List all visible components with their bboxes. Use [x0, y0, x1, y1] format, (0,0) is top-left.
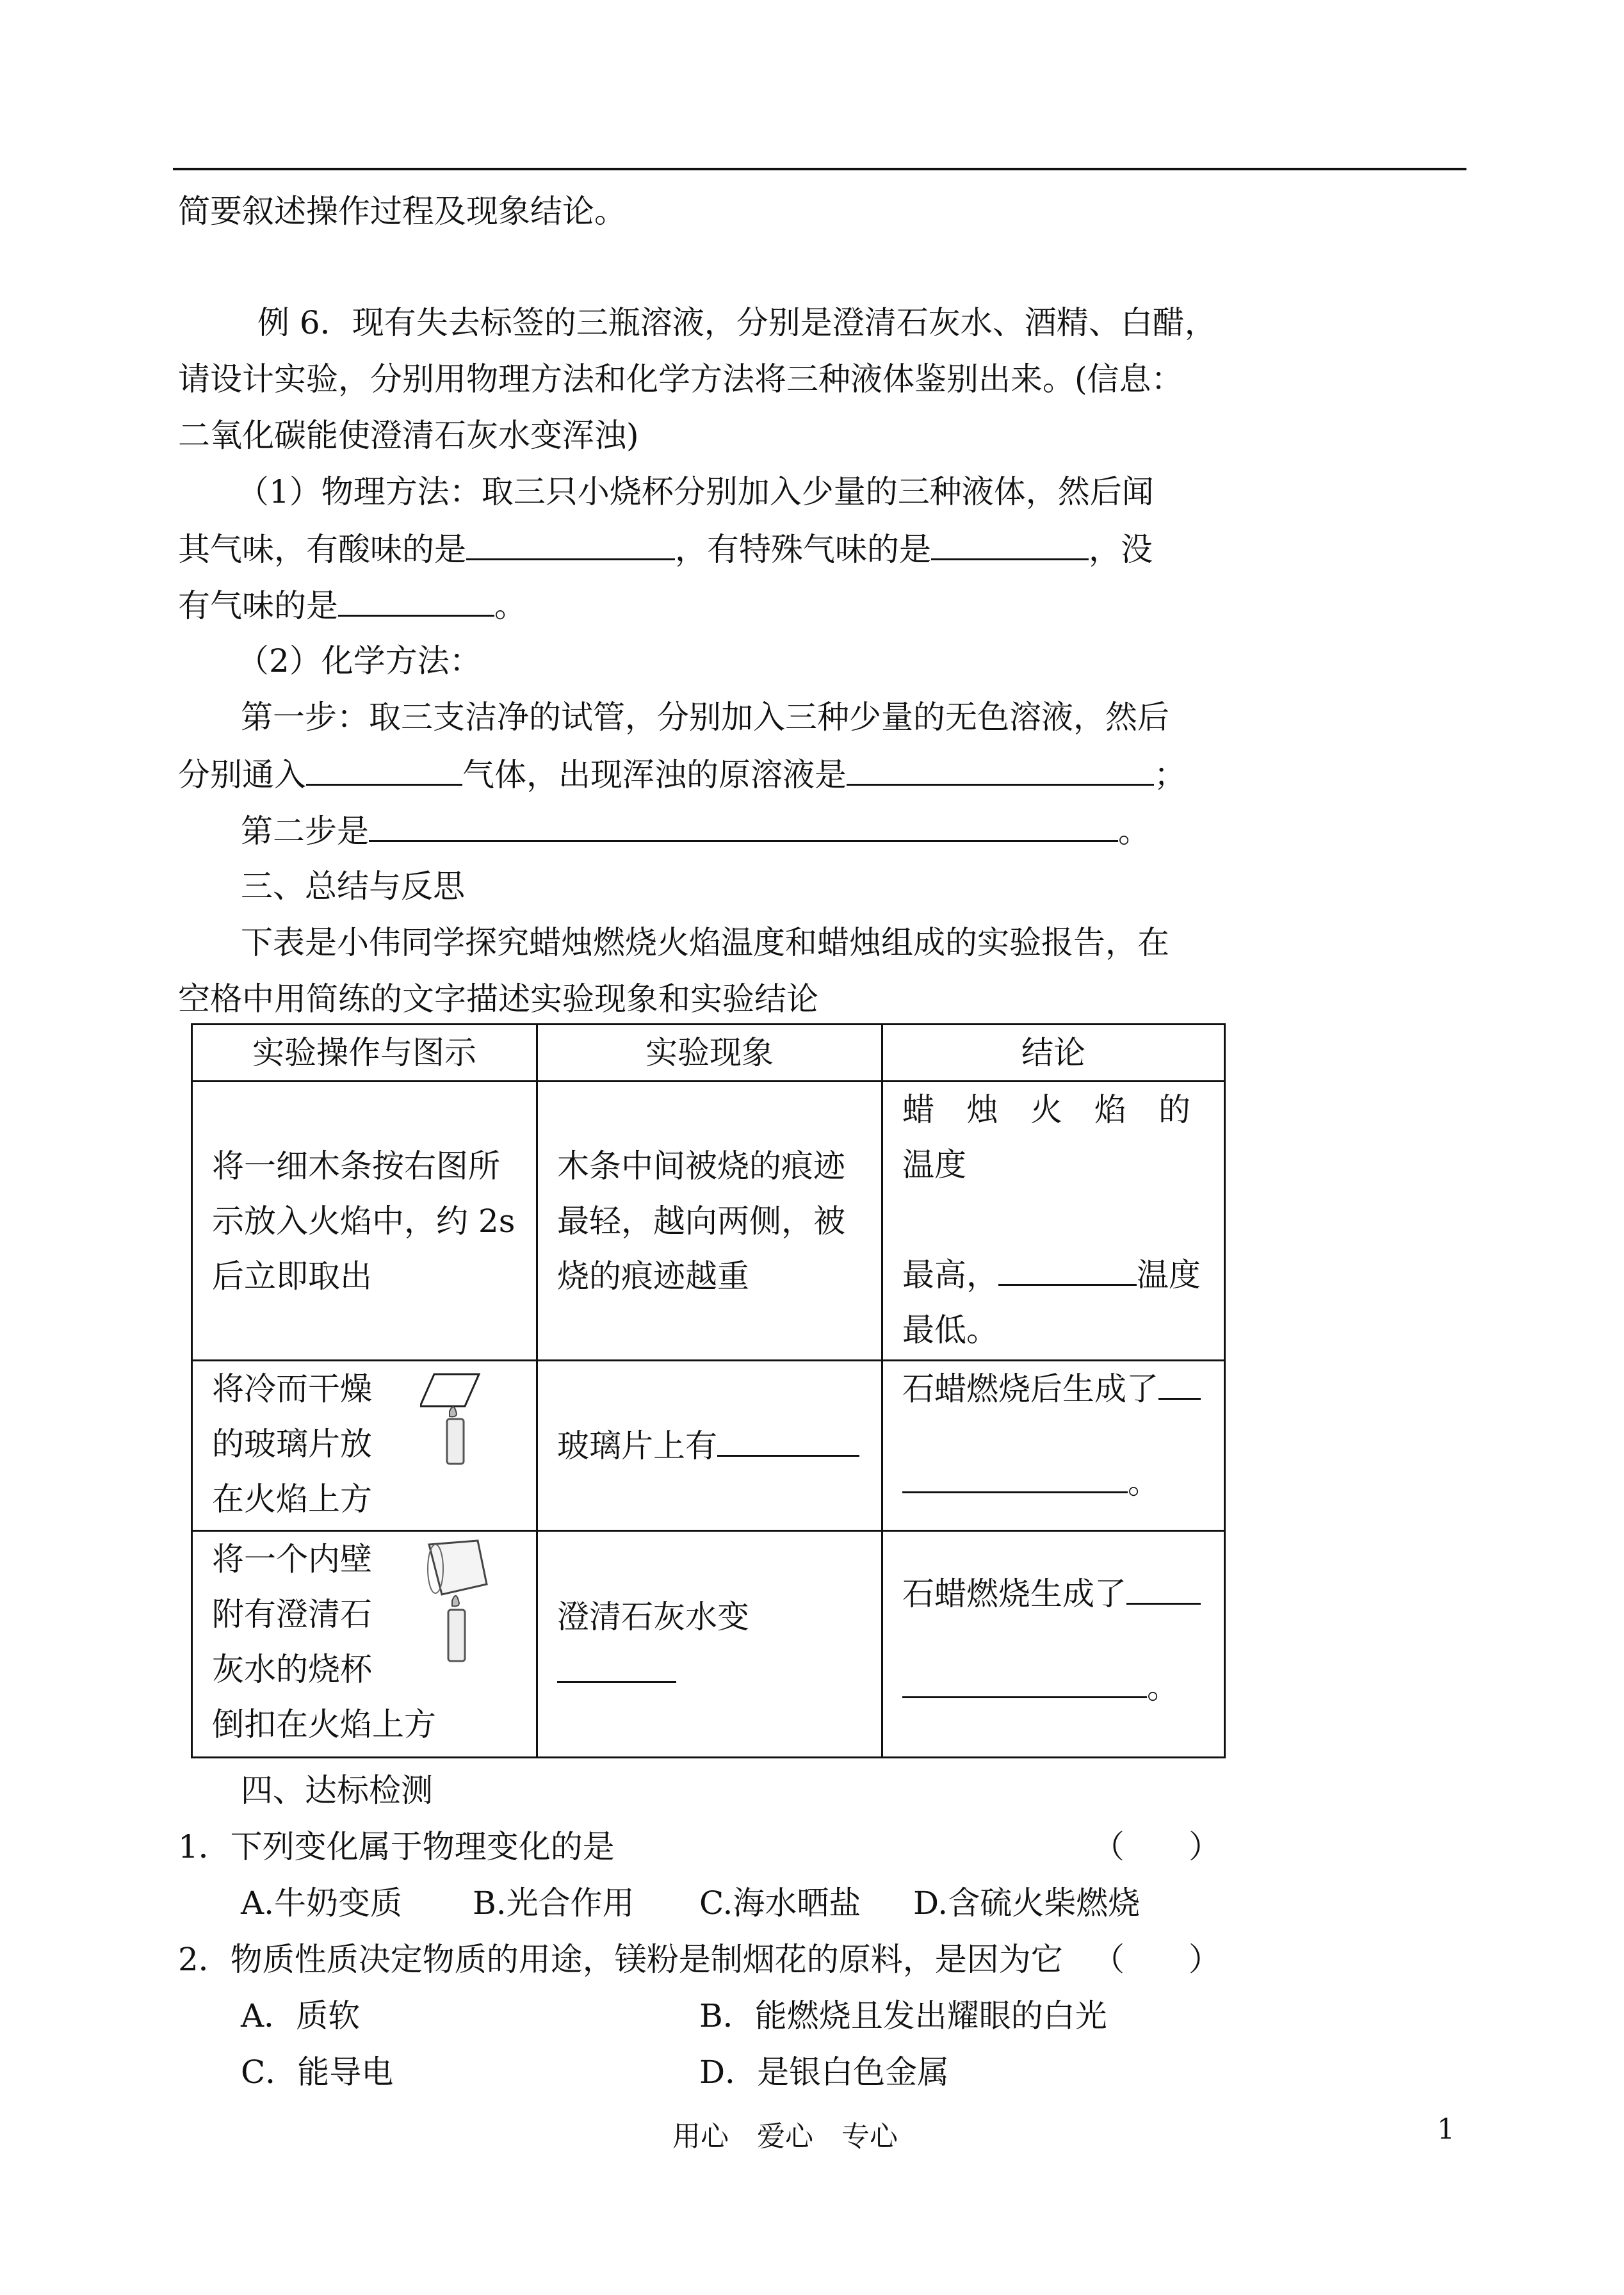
table-header-row	[192, 1025, 1225, 1082]
blank-flame-part[interactable]	[998, 1254, 1137, 1286]
chemical-step1-line1: 第一步：取三支洁净的试管，分别加入三种少量的无色溶液，然后	[241, 699, 1169, 736]
inverted-beaker-candle-icon	[420, 1539, 497, 1667]
q1-option-a[interactable]: A.牛奶变质	[241, 1885, 403, 1922]
step2-prefix: 第二步是	[241, 813, 369, 850]
row2-concl-text: 石蜡燃烧后生成了	[902, 1370, 1158, 1407]
physical-sour-prefix: 其气味，有酸味的是	[178, 531, 466, 568]
period: 。	[494, 587, 526, 624]
physical-method-line3	[178, 585, 526, 625]
chemical-method-title: （2）化学方法：	[237, 642, 482, 679]
header-rule	[173, 168, 1466, 170]
header-phenomenon: 实验现象	[537, 1025, 882, 1082]
blank-turbid-solution[interactable]	[847, 754, 1154, 786]
blank-special-smell[interactable]	[931, 529, 1089, 560]
example6-line3: 二氧化碳能使澄清石灰水变浑浊)	[178, 417, 639, 454]
blank-limewater-change[interactable]	[557, 1651, 676, 1683]
row3-concl-line1	[902, 1566, 1205, 1621]
physical-tail: ，没	[1089, 531, 1153, 568]
chemical-step1-line2	[178, 754, 1186, 794]
row1-concl-line: 最低。	[902, 1311, 998, 1349]
example6-line1: 例 6．现有失去标签的三瓶溶液，分别是澄清石灰水、酒精、白醋，	[257, 304, 1217, 341]
row1-phenomenon	[537, 1082, 882, 1361]
blank-gas[interactable]	[306, 754, 462, 786]
intro-line: 简要叙述操作过程及现象结论。	[178, 193, 626, 230]
row1-concl-line: 温度	[902, 1146, 966, 1183]
glass-plate-candle-icon	[420, 1366, 497, 1469]
header-conclusion: 结论	[882, 1025, 1225, 1082]
chemical-step2-line	[241, 811, 1150, 850]
table-row	[192, 1531, 1225, 1758]
row2-concl-line1	[902, 1361, 1205, 1416]
row1-phen-line: 烧的痕迹越重	[557, 1258, 749, 1295]
row3-concl-text: 石蜡燃烧生成了	[902, 1575, 1126, 1612]
q1-option-b[interactable]: B.光合作用	[473, 1885, 635, 1922]
row3-op-line: 灰水的烧杯	[212, 1651, 372, 1688]
row3-phenomenon	[537, 1531, 882, 1758]
row1-phen-line: 木条中间被烧的痕迹	[557, 1148, 845, 1185]
q2-option-b[interactable]: B．能燃烧且发出耀眼的白光	[699, 1997, 1107, 2034]
row2-conclusion	[882, 1361, 1225, 1531]
blank-step2[interactable]	[369, 811, 1118, 842]
row3-operation	[192, 1531, 537, 1758]
page-number: 1	[1437, 2113, 1455, 2146]
q2-option-c[interactable]: C．能导电	[241, 2054, 394, 2091]
table-row	[192, 1361, 1225, 1531]
semicolon: ；	[1154, 756, 1186, 793]
spacer	[902, 1621, 1205, 1660]
row3-op-line: 倒扣在火焰上方	[212, 1706, 436, 1743]
step1-gas-prefix: 分别通入	[178, 756, 306, 793]
row3-phen-text: 澄清石灰水变	[557, 1598, 749, 1635]
row2-op-line: 在火焰上方	[212, 1480, 372, 1518]
example6-line2: 请设计实验，分别用物理方法和化学方法将三种液体鉴别出来。(信息：	[178, 361, 1183, 398]
q2-stem: 2．物质性质决定物质的用途，镁粉是制烟花的原料，是因为它	[178, 1941, 1063, 1978]
row2-phenomenon	[537, 1361, 882, 1531]
row3-op-line: 将一个内壁	[212, 1541, 372, 1578]
blank-no-smell[interactable]	[338, 585, 494, 617]
section4-heading: 四、达标检测	[241, 1772, 433, 1809]
row1-op-line: 示放入火焰中，约 2s	[212, 1203, 516, 1240]
spacer	[902, 1416, 1205, 1455]
blank-product-a[interactable]	[1158, 1368, 1201, 1400]
q1-option-d[interactable]: D.含硫火柴燃烧	[913, 1885, 1141, 1922]
period: 。	[1147, 1669, 1179, 1706]
row1-concl-line: 蜡 烛 火 焰 的	[902, 1091, 1190, 1128]
blank-product-b-cont[interactable]	[902, 1667, 1147, 1698]
section3-heading: 三、总结与反思	[241, 868, 465, 905]
temp-label: 温度	[1137, 1256, 1201, 1293]
row3-op-line: 附有澄清石	[212, 1596, 372, 1633]
row2-op-line: 将冷而干燥	[212, 1370, 372, 1407]
physical-nosmell-prefix: 有气味的是	[178, 587, 338, 624]
q2-option-a[interactable]: A．质软	[241, 1997, 361, 2034]
row1-op-line: 将一细木条按右图所	[212, 1148, 500, 1185]
step1-turbid-prefix: 气体，出现浑浊的原溶液是	[462, 756, 847, 793]
q1-answer-bracket[interactable]: （ ）	[1092, 1828, 1221, 1865]
footer-motto: 用心 爱心 专心	[672, 2120, 898, 2153]
period: 。	[1128, 1464, 1160, 1501]
experiment-report-table	[191, 1023, 1226, 1758]
physical-method-line2	[178, 529, 1153, 569]
section3-para-line2: 空格中用简练的文字描述实验现象和实验结论	[178, 980, 818, 1018]
row3-conclusion	[882, 1531, 1225, 1758]
blank-product-a-cont[interactable]	[902, 1462, 1128, 1493]
physical-method-line1: （1）物理方法：取三只小烧杯分别加入少量的三种液体，然后闻	[237, 473, 1154, 510]
spacer	[902, 1192, 1205, 1247]
period: 。	[1118, 813, 1150, 850]
q2-answer-bracket[interactable]: （ ）	[1092, 1941, 1221, 1978]
blank-glass-observation[interactable]	[717, 1425, 859, 1457]
q2-option-d[interactable]: D．是银白色金属	[699, 2054, 950, 2091]
row2-operation	[192, 1361, 537, 1531]
row1-operation	[192, 1082, 537, 1361]
row2-op-line: 的玻璃片放	[212, 1425, 372, 1463]
row2-concl-line2	[902, 1455, 1205, 1510]
table-row	[192, 1082, 1225, 1361]
physical-special-prefix: ，有特殊气味的是	[675, 531, 931, 568]
row1-phen-line: 最轻，越向两侧，被	[557, 1203, 845, 1240]
row1-op-line: 后立即取出	[212, 1258, 372, 1295]
row1-concl-line3	[902, 1247, 1205, 1302]
header-operation: 实验操作与图示	[192, 1025, 537, 1082]
blank-product-b[interactable]	[1126, 1573, 1201, 1605]
q1-option-c[interactable]: C.海水晒盐	[699, 1885, 861, 1922]
highest-label: 最高，	[902, 1256, 998, 1293]
blank-sour[interactable]	[466, 529, 675, 560]
row2-phen-text: 玻璃片上有	[557, 1427, 717, 1464]
row3-concl-line2	[902, 1660, 1205, 1715]
q1-stem: 1．下列变化属于物理变化的是	[178, 1828, 615, 1865]
section3-para-line1: 下表是小伟同学探究蜡烛燃烧火焰温度和蜡烛组成的实验报告，在	[241, 924, 1169, 961]
row1-conclusion	[882, 1082, 1225, 1361]
